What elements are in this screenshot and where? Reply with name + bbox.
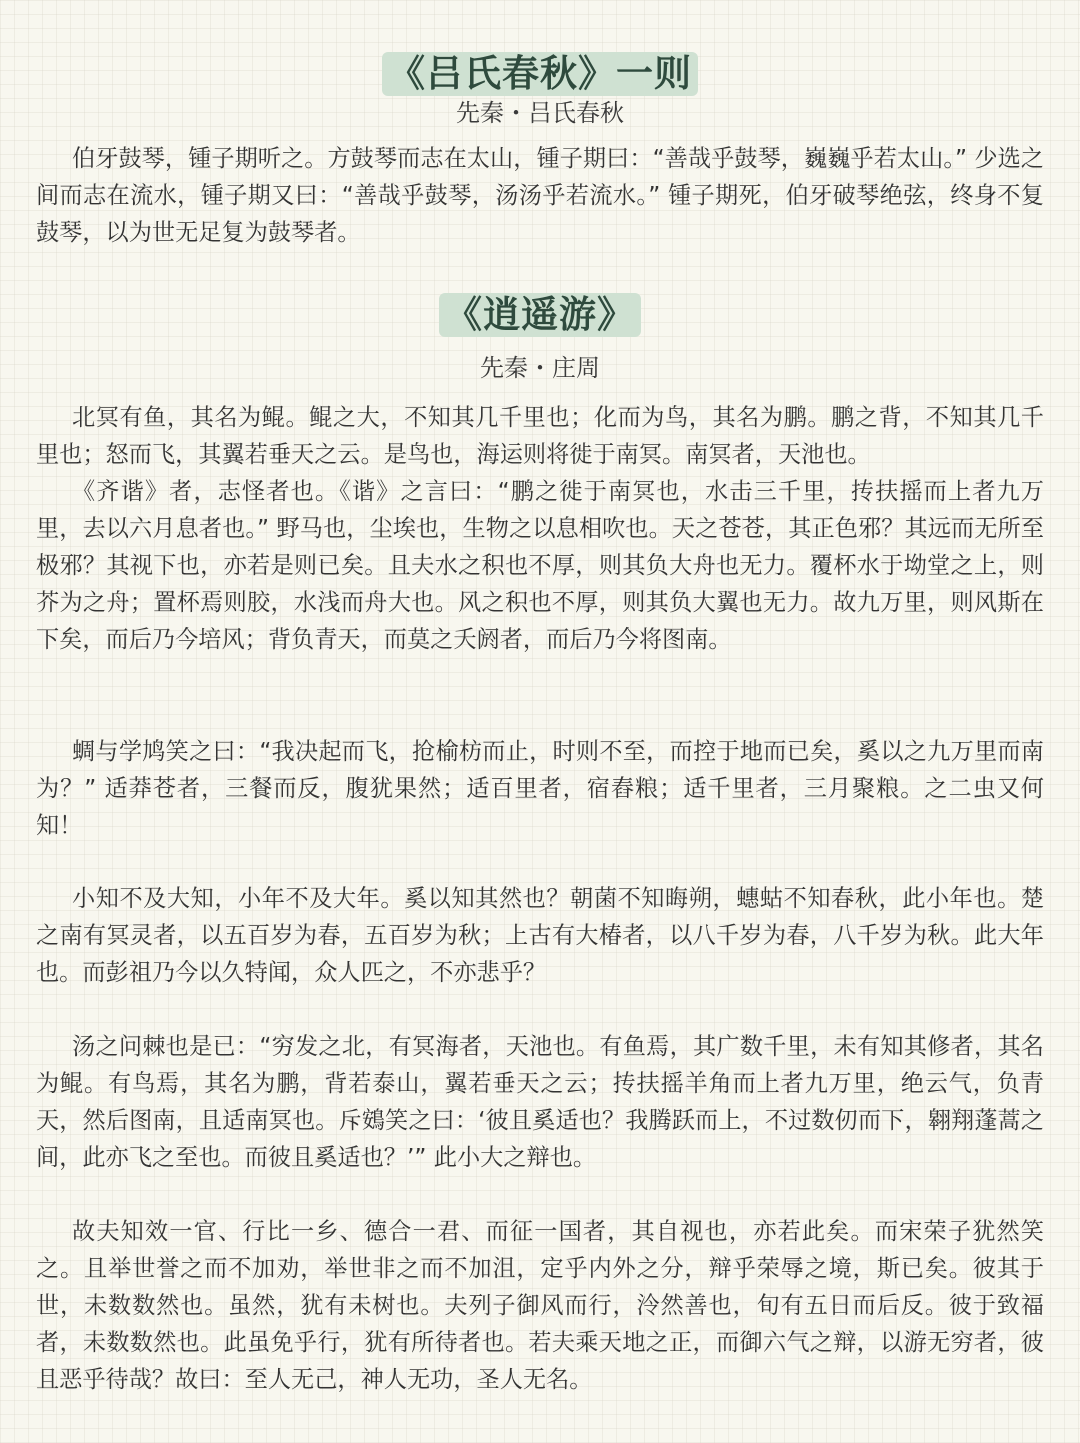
- section1-paragraph-1: 伯牙鼓琴，锺子期听之。方鼓琴而志在太山，锺子期曰：“善哉乎鼓琴，巍巍乎若太山。” 少选之间而志在流水，锺子期又曰：“善哉乎鼓琴，汤汤乎若流水。” 锺子期死，伯牙破琴绝弦，终身不复鼓琴，以为世无足复为鼓琴者。: [36, 145, 1044, 246]
- section2-paragraph-6: 故夫知效一官、行比一乡、德合一君、而征一国者，其自视也，亦若此矣。而宋荣子犹然笑之。且举世誉之而不加劝，举世非之而不加沮，定乎内外之分，辩乎荣辱之境，斯已矣。彼其于世，未数数然也。虽然，犹有未树也。夫列子御风而行，泠然善也，旬有五日而后反。彼于致福者，未数数然也。此虽免乎行，犹有所待者也。若夫乘天地之正，而御六气之辩，以游无穷者，彼且恶乎待哉？故曰：至人无己，神人无功，圣人无名。: [36, 1218, 1044, 1393]
- section2-paragraph-3: 蜩与学鸠笑之曰：“我决起而飞，抢榆枋而止，时则不至，而控于地而已矣，奚以之九万里而南为？” 适莽苍者，三餐而反，腹犹果然；适百里者，宿舂粮；适千里者，三月聚粮。之二虫又何知！: [36, 738, 1044, 839]
- section1-title-wrap: [0, 52, 1080, 96]
- section1-title: 《吕氏春秋》一则: [382, 52, 698, 96]
- section2-paragraph-2: 《齐谐》者，志怪者也。《谐》之言曰：“鹏之徙于南冥也，水击三千里，抟扶摇而上者九万里，去以六月息者也。” 野马也，尘埃也，生物之以息相吹也。天之苍苍，其正色邪？其远而无所至极邪？其视下也，亦若是则已矣。且夫水之积也不厚，则其负大舟也无力。覆杯水于坳堂之上，则芥为之舟；置杯焉则胶，水浅而舟大也。风之积也不厚，则其负大翼也无力。故九万里，则风斯在下矣，而后乃今培风；背负青天，而莫之夭阏者，而后乃今将图南。: [36, 478, 1044, 653]
- section2-author: 先秦・庄周: [480, 354, 600, 382]
- section1-author: 先秦・吕氏春秋: [456, 99, 624, 127]
- section2-paragraph-5: 汤之问棘也是已：“穷发之北，有冥海者，天池也。有鱼焉，其广数千里，未有知其修者，其名为鲲。有鸟焉，其名为鹏，背若泰山，翼若垂天之云；抟扶摇羊角而上者九万里，绝云气，负青天，然后图南，且适南冥也。斥鴳笑之曰：‘彼且奚适也？我腾跃而上，不过数仞而下，翱翔蓬蒿之间，此亦飞之至也。而彼且奚适也？’” 此小大之辩也。: [36, 1033, 1044, 1171]
- section2-title: 《逍遥游》: [439, 293, 641, 337]
- section2-title-wrap: [0, 293, 1080, 337]
- section2-paragraph-4: 小知不及大知，小年不及大年。奚以知其然也？朝菌不知晦朔，蟪蛄不知春秋，此小年也。楚之南有冥灵者，以五百岁为春，五百岁为秋；上古有大椿者，以八千岁为春，八千岁为秋。此大年也。而彭祖乃今以久特闻，众人匹之，不亦悲乎？: [36, 885, 1044, 986]
- section2-paragraph-1: 北冥有鱼，其名为鲲。鲲之大，不知其几千里也；化而为鸟，其名为鹏。鹏之背，不知其几千里也；怒而飞，其翼若垂天之云。是鸟也，海运则将徙于南冥。南冥者，天池也。: [36, 404, 1044, 468]
